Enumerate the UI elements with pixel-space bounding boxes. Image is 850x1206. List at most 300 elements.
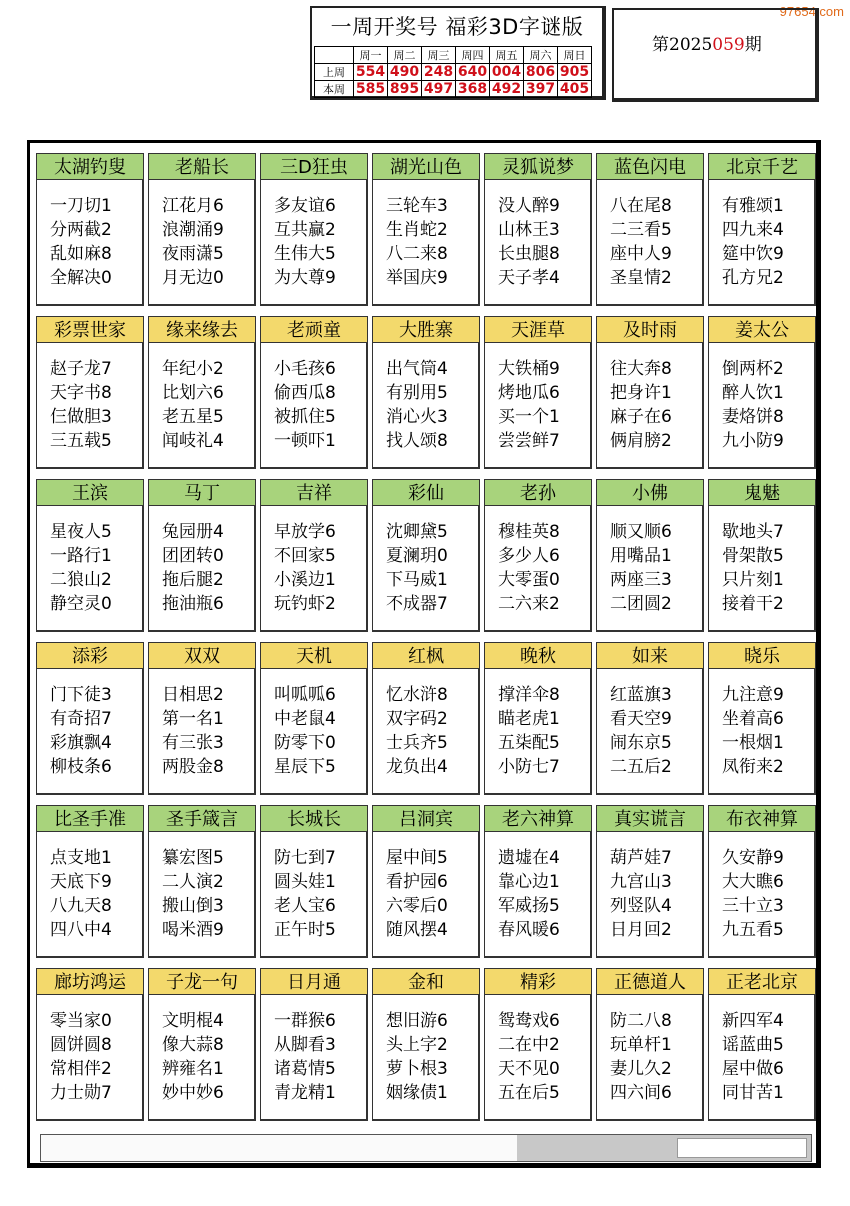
riddle-line: 双字码2: [386, 709, 448, 729]
riddle-line: 山林王3: [498, 220, 560, 240]
riddle-line: 鸳鸯戏6: [498, 1011, 560, 1031]
riddle-line: 玩单杆1: [610, 1035, 672, 1055]
riddle-line: 彩旗飘4: [50, 733, 112, 753]
riddle-author: 如来: [596, 642, 704, 669]
riddle-line: 出气筒4: [386, 359, 448, 379]
issue-digits: 059: [712, 35, 745, 55]
riddle-line: 忆水浒8: [386, 685, 448, 705]
riddle-card: [596, 479, 704, 632]
draw-number: 497: [422, 81, 456, 98]
riddle-lines: [596, 343, 704, 469]
draw-number: 492: [490, 81, 524, 98]
riddle-line: 常相伴2: [50, 1059, 112, 1079]
riddle-card: [260, 479, 368, 632]
riddle-line: 天底下9: [50, 872, 112, 892]
riddle-author: 真实谎言: [596, 805, 704, 832]
riddle-lines: [596, 180, 704, 306]
riddle-card: [596, 968, 704, 1121]
riddle-line: 文明棍4: [162, 1011, 224, 1031]
riddle-line: 青龙精1: [274, 1083, 336, 1103]
riddle-line: 老人宝6: [274, 896, 336, 916]
site-watermark: 97654.com: [779, 4, 844, 19]
riddle-lines: [148, 669, 256, 795]
riddle-line: 一路行1: [50, 546, 112, 566]
issue-box: [612, 8, 819, 102]
draw-number: 895: [388, 81, 422, 98]
riddle-line: 防二八8: [610, 1011, 672, 1031]
riddle-author: 吕洞宾: [372, 805, 480, 832]
riddle-line: 妻儿久2: [610, 1059, 672, 1079]
riddle-lines: [596, 832, 704, 958]
riddle-author: 北京千艺: [708, 153, 816, 180]
day-label: 周二: [388, 47, 422, 64]
riddle-line: 玩钓虾2: [274, 594, 336, 614]
riddle-line: 醉人饮1: [722, 383, 784, 403]
riddle-line: 座中人9: [610, 244, 672, 264]
riddle-lines: [708, 180, 816, 306]
day-label: 周四: [456, 47, 490, 64]
riddle-line: 看护园6: [386, 872, 448, 892]
riddle-lines: [372, 832, 480, 958]
riddle-line: 星夜人5: [50, 522, 112, 542]
page-title: 一周开奖号 福彩3D字谜版: [330, 15, 584, 39]
riddle-line: 有雅颂1: [722, 196, 784, 216]
riddle-line: 俩肩膀2: [610, 431, 672, 451]
riddle-card: [596, 805, 704, 958]
day-label: 周三: [422, 47, 456, 64]
riddle-line: 骨架散5: [722, 546, 784, 566]
results-table: [314, 46, 592, 98]
riddle-card: [708, 153, 816, 306]
riddle-line: 八九天8: [50, 896, 112, 916]
riddle-lines: [36, 832, 144, 958]
riddle-lines: [260, 506, 368, 632]
riddle-line: 拖油瓶6: [162, 594, 224, 614]
riddle-line: 葫芦娃7: [610, 848, 672, 868]
draw-number: 640: [456, 64, 490, 81]
this-week-row: [315, 81, 592, 98]
riddle-lines: [148, 995, 256, 1121]
riddle-line: 歇地头7: [722, 522, 784, 542]
riddle-lines: [148, 506, 256, 632]
riddle-line: 喝米酒9: [162, 920, 224, 940]
riddle-line: 八二来8: [386, 244, 448, 264]
riddle-lines: [148, 343, 256, 469]
riddle-lines: [260, 832, 368, 958]
riddle-line: 全解决0: [50, 268, 112, 288]
riddle-card: [708, 479, 816, 632]
riddle-line: 天字书8: [50, 383, 112, 403]
riddle-line: 三十立3: [722, 896, 784, 916]
riddle-line: 穆桂英8: [498, 522, 560, 542]
riddle-line: 妻烙饼8: [722, 407, 784, 427]
riddle-card: [596, 153, 704, 306]
riddle-author: 灵狐说梦: [484, 153, 592, 180]
riddle-author: 彩仙: [372, 479, 480, 506]
riddle-lines: [260, 343, 368, 469]
riddle-card: [484, 153, 592, 306]
riddle-line: 用嘴品1: [610, 546, 672, 566]
riddle-card: [372, 479, 480, 632]
riddle-line: 第一名1: [162, 709, 224, 729]
riddle-line: 一刀切1: [50, 196, 112, 216]
riddle-line: 像大蒜8: [162, 1035, 224, 1055]
riddle-line: 星辰下5: [274, 757, 336, 777]
riddle-card: [372, 316, 480, 469]
riddle-line: 防零下0: [274, 733, 336, 753]
riddle-line: 瞄老虎1: [498, 709, 560, 729]
riddle-card: [260, 642, 368, 795]
riddle-line: 夏澜玥0: [386, 546, 448, 566]
riddle-line: 有三张3: [162, 733, 224, 753]
riddle-card: [36, 316, 144, 469]
riddle-line: 谣蓝曲5: [722, 1035, 784, 1055]
riddle-card: [372, 805, 480, 958]
riddle-line: 六零后0: [386, 896, 448, 916]
riddle-line: 五在后5: [498, 1083, 560, 1103]
day-label: 周五: [490, 47, 524, 64]
riddle-line: 零当家0: [50, 1011, 112, 1031]
riddle-line: 比划六6: [162, 383, 224, 403]
riddle-author: 晚秋: [484, 642, 592, 669]
riddle-lines: [708, 506, 816, 632]
riddle-author: 晓乐: [708, 642, 816, 669]
riddle-lines: [596, 506, 704, 632]
riddle-card: [148, 968, 256, 1121]
footer-bar: [40, 1134, 812, 1162]
riddle-line: 多少人6: [498, 546, 560, 566]
riddle-line: 四九来4: [722, 220, 784, 240]
riddle-lines: [484, 995, 592, 1121]
riddle-author: 正老北京: [708, 968, 816, 995]
draw-number: 554: [354, 64, 388, 81]
riddle-line: 长虫腿8: [498, 244, 560, 264]
riddle-line: 仨做胆3: [50, 407, 112, 427]
riddle-line: 点支地1: [50, 848, 112, 868]
riddle-line: 久安静9: [722, 848, 784, 868]
riddle-line: 把身许1: [610, 383, 672, 403]
riddle-lines: [260, 180, 368, 306]
riddle-line: 小溪边1: [274, 570, 336, 590]
riddle-card: [708, 968, 816, 1121]
riddle-author: 马丁: [148, 479, 256, 506]
riddle-line: 四八中4: [50, 920, 112, 940]
riddle-line: 拖后腿2: [162, 570, 224, 590]
riddle-author: 比圣手准: [36, 805, 144, 832]
riddle-lines: [36, 669, 144, 795]
riddle-line: 被抓住5: [274, 407, 336, 427]
riddle-line: 八在尾8: [610, 196, 672, 216]
riddle-author: 添彩: [36, 642, 144, 669]
riddle-author: 湖光山色: [372, 153, 480, 180]
riddle-line: 互共赢2: [274, 220, 336, 240]
riddle-line: 新四军4: [722, 1011, 784, 1031]
riddle-card: [36, 968, 144, 1121]
riddle-lines: [484, 669, 592, 795]
riddle-line: 只片刻1: [722, 570, 784, 590]
riddle-line: 小毛孩6: [274, 359, 336, 379]
riddle-line: 辨雍名1: [162, 1059, 224, 1079]
riddle-line: 尝尝鲜7: [498, 431, 560, 451]
riddle-line: 生肖蛇2: [386, 220, 448, 240]
riddle-line: 九小防9: [722, 431, 784, 451]
riddle-author: 三D狂虫: [260, 153, 368, 180]
riddle-line: 叫呱呱6: [274, 685, 336, 705]
riddle-line: 大大瞧6: [722, 872, 784, 892]
last-week-row: [315, 64, 592, 81]
draw-number: 585: [354, 81, 388, 98]
riddle-line: 天子孝4: [498, 268, 560, 288]
riddle-lines: [372, 180, 480, 306]
riddle-line: 凤衔来2: [722, 757, 784, 777]
riddle-card: [484, 642, 592, 795]
riddle-author: 缘来缘去: [148, 316, 256, 343]
day-label: 周日: [558, 47, 592, 64]
riddle-lines: [484, 506, 592, 632]
riddle-card: [596, 316, 704, 469]
riddle-author: 小佛: [596, 479, 704, 506]
riddle-line: 买一个1: [498, 407, 560, 427]
riddle-lines: [372, 995, 480, 1121]
draw-number: 368: [456, 81, 490, 98]
riddle-card: [372, 153, 480, 306]
riddle-lines: [260, 669, 368, 795]
riddle-line: 三轮车3: [386, 196, 448, 216]
riddle-author: 老顽童: [260, 316, 368, 343]
riddle-line: 大铁桶9: [498, 359, 560, 379]
riddle-card: [260, 805, 368, 958]
riddle-lines: [36, 343, 144, 469]
riddle-lines: [708, 669, 816, 795]
riddle-line: 大零蛋0: [498, 570, 560, 590]
riddle-line: 三五载5: [50, 431, 112, 451]
riddle-line: 五柒配5: [498, 733, 560, 753]
riddle-author: 天机: [260, 642, 368, 669]
riddle-author: 彩票世家: [36, 316, 144, 343]
riddle-lines: [596, 995, 704, 1121]
footer-blank: [677, 1138, 807, 1158]
riddle-line: 二三看5: [610, 220, 672, 240]
riddle-line: 早放学6: [274, 522, 336, 542]
last-week-label: 上周: [315, 64, 354, 81]
riddle-line: 日相思2: [162, 685, 224, 705]
riddle-line: 烤地瓜6: [498, 383, 560, 403]
riddle-line: 随风摆4: [386, 920, 448, 940]
riddle-line: 有奇招7: [50, 709, 112, 729]
riddle-line: 不回家5: [274, 546, 336, 566]
riddle-line: 浪潮涌9: [162, 220, 224, 240]
riddle-line: 屋中间5: [386, 848, 448, 868]
riddle-card: [260, 316, 368, 469]
riddle-line: 柳枝条6: [50, 757, 112, 777]
riddle-lines: [148, 832, 256, 958]
riddle-card: [596, 642, 704, 795]
riddle-line: 靠心边1: [498, 872, 560, 892]
riddle-card: [372, 968, 480, 1121]
riddle-author: 金和: [372, 968, 480, 995]
riddle-card: [260, 968, 368, 1121]
riddle-line: 士兵齐5: [386, 733, 448, 753]
riddle-line: 二五后2: [610, 757, 672, 777]
riddle-line: 二狼山2: [50, 570, 112, 590]
riddle-line: 坐着高6: [722, 709, 784, 729]
riddle-line: 同甘苦1: [722, 1083, 784, 1103]
riddle-line: 二在中2: [498, 1035, 560, 1055]
riddle-author: 日月通: [260, 968, 368, 995]
riddle-line: 乱如麻8: [50, 244, 112, 264]
riddle-line: 江花月6: [162, 196, 224, 216]
riddle-line: 头上字2: [386, 1035, 448, 1055]
riddle-line: 筵中饮9: [722, 244, 784, 264]
riddle-line: 没人醉9: [498, 196, 560, 216]
riddle-author: 大胜寨: [372, 316, 480, 343]
riddle-lines: [708, 995, 816, 1121]
riddle-card: [148, 316, 256, 469]
riddle-line: 九宫山3: [610, 872, 672, 892]
riddle-card: [484, 805, 592, 958]
riddle-line: 老五星5: [162, 407, 224, 427]
riddle-line: 倒两杯2: [722, 359, 784, 379]
riddle-line: 二团圆2: [610, 594, 672, 614]
draw-number: 248: [422, 64, 456, 81]
riddle-author: 蓝色闪电: [596, 153, 704, 180]
riddle-lines: [708, 832, 816, 958]
riddle-line: 九注意9: [722, 685, 784, 705]
riddle-line: 搬山倒3: [162, 896, 224, 916]
riddle-card: [484, 968, 592, 1121]
riddle-line: 兔园册4: [162, 522, 224, 542]
riddle-line: 萝卜根3: [386, 1059, 448, 1079]
day-label: 周六: [524, 47, 558, 64]
riddle-lines: [148, 180, 256, 306]
riddle-author: 子龙一句: [148, 968, 256, 995]
riddle-line: 二人演2: [162, 872, 224, 892]
riddle-line: 二六来2: [498, 594, 560, 614]
riddle-line: 圣皇情2: [610, 268, 672, 288]
riddle-line: 姻缘债1: [386, 1083, 448, 1103]
riddle-line: 小防七7: [498, 757, 560, 777]
riddle-line: 沈卿黛5: [386, 522, 448, 542]
riddle-card: [148, 642, 256, 795]
riddle-line: 屋中做6: [722, 1059, 784, 1079]
riddle-line: 妙中妙6: [162, 1083, 224, 1103]
riddle-line: 孔方兄2: [722, 268, 784, 288]
draw-number: 405: [558, 81, 592, 98]
riddle-line: 诸葛情5: [274, 1059, 336, 1079]
riddle-author: 老六神算: [484, 805, 592, 832]
riddle-line: 春风暖6: [498, 920, 560, 940]
riddle-card: [36, 642, 144, 795]
corner-cell: [315, 47, 354, 64]
riddle-lines: [372, 669, 480, 795]
riddle-author: 圣手箴言: [148, 805, 256, 832]
riddle-line: 夜雨潇5: [162, 244, 224, 264]
riddle-line: 龙负出4: [386, 757, 448, 777]
riddle-line: 撑洋伞8: [498, 685, 560, 705]
issue-prefix: 第2025: [652, 35, 713, 55]
riddle-line: 顺又顺6: [610, 522, 672, 542]
riddle-lines: [36, 180, 144, 306]
riddle-line: 团团转0: [162, 546, 224, 566]
riddle-line: 看天空9: [610, 709, 672, 729]
riddle-lines: [36, 995, 144, 1121]
riddle-line: 静空灵0: [50, 594, 112, 614]
riddle-line: 下马威1: [386, 570, 448, 590]
riddle-author: 吉祥: [260, 479, 368, 506]
riddle-card: [372, 642, 480, 795]
riddle-line: 接着干2: [722, 594, 784, 614]
riddle-author: 长城长: [260, 805, 368, 832]
riddle-author: 布衣神算: [708, 805, 816, 832]
riddle-lines: [484, 832, 592, 958]
draw-number: 004: [490, 64, 524, 81]
riddle-lines: [484, 180, 592, 306]
riddle-author: 王滨: [36, 479, 144, 506]
riddle-line: 从脚看3: [274, 1035, 336, 1055]
riddle-author: 姜太公: [708, 316, 816, 343]
riddle-card: [148, 153, 256, 306]
riddle-line: 正午时5: [274, 920, 336, 940]
riddle-card: [36, 479, 144, 632]
riddle-card: [484, 479, 592, 632]
riddle-lines: [260, 995, 368, 1121]
riddle-card: [484, 316, 592, 469]
riddle-line: 不成器7: [386, 594, 448, 614]
riddle-board: [27, 140, 821, 1168]
riddle-author: 鬼魅: [708, 479, 816, 506]
riddle-line: 举国庆9: [386, 268, 448, 288]
riddle-line: 四六间6: [610, 1083, 672, 1103]
riddle-line: 军威扬5: [498, 896, 560, 916]
riddle-line: 年纪小2: [162, 359, 224, 379]
riddle-card: [260, 153, 368, 306]
riddle-card: [36, 153, 144, 306]
riddle-line: 找人颂8: [386, 431, 448, 451]
draw-number: 905: [558, 64, 592, 81]
riddle-line: 遗墟在4: [498, 848, 560, 868]
riddle-line: 一根烟1: [722, 733, 784, 753]
riddle-line: 日月回2: [610, 920, 672, 940]
draw-number: 397: [524, 81, 558, 98]
riddle-line: 门下徒3: [50, 685, 112, 705]
lottery-results-box: [310, 6, 606, 100]
riddle-author: 双双: [148, 642, 256, 669]
riddle-line: 红蓝旗3: [610, 685, 672, 705]
riddle-author: 太湖钓叟: [36, 153, 144, 180]
riddle-line: 生伟大5: [274, 244, 336, 264]
riddle-lines: [708, 343, 816, 469]
riddle-line: 往大奔8: [610, 359, 672, 379]
riddle-line: 有别用5: [386, 383, 448, 403]
riddle-line: 一群猴6: [274, 1011, 336, 1031]
riddle-lines: [372, 506, 480, 632]
riddle-lines: [372, 343, 480, 469]
riddle-line: 两股金8: [162, 757, 224, 777]
riddle-line: 力士勋7: [50, 1083, 112, 1103]
riddle-line: 纂宏图5: [162, 848, 224, 868]
this-week-label: 本周: [315, 81, 354, 98]
riddle-author: 老船长: [148, 153, 256, 180]
riddle-line: 一顿吓1: [274, 431, 336, 451]
riddle-line: 列竖队4: [610, 896, 672, 916]
riddle-line: 偷西瓜8: [274, 383, 336, 403]
riddle-lines: [484, 343, 592, 469]
riddle-author: 老孙: [484, 479, 592, 506]
riddle-line: 赵子龙7: [50, 359, 112, 379]
riddle-line: 圆头娃1: [274, 872, 336, 892]
riddle-card: [708, 316, 816, 469]
draw-number: 490: [388, 64, 422, 81]
